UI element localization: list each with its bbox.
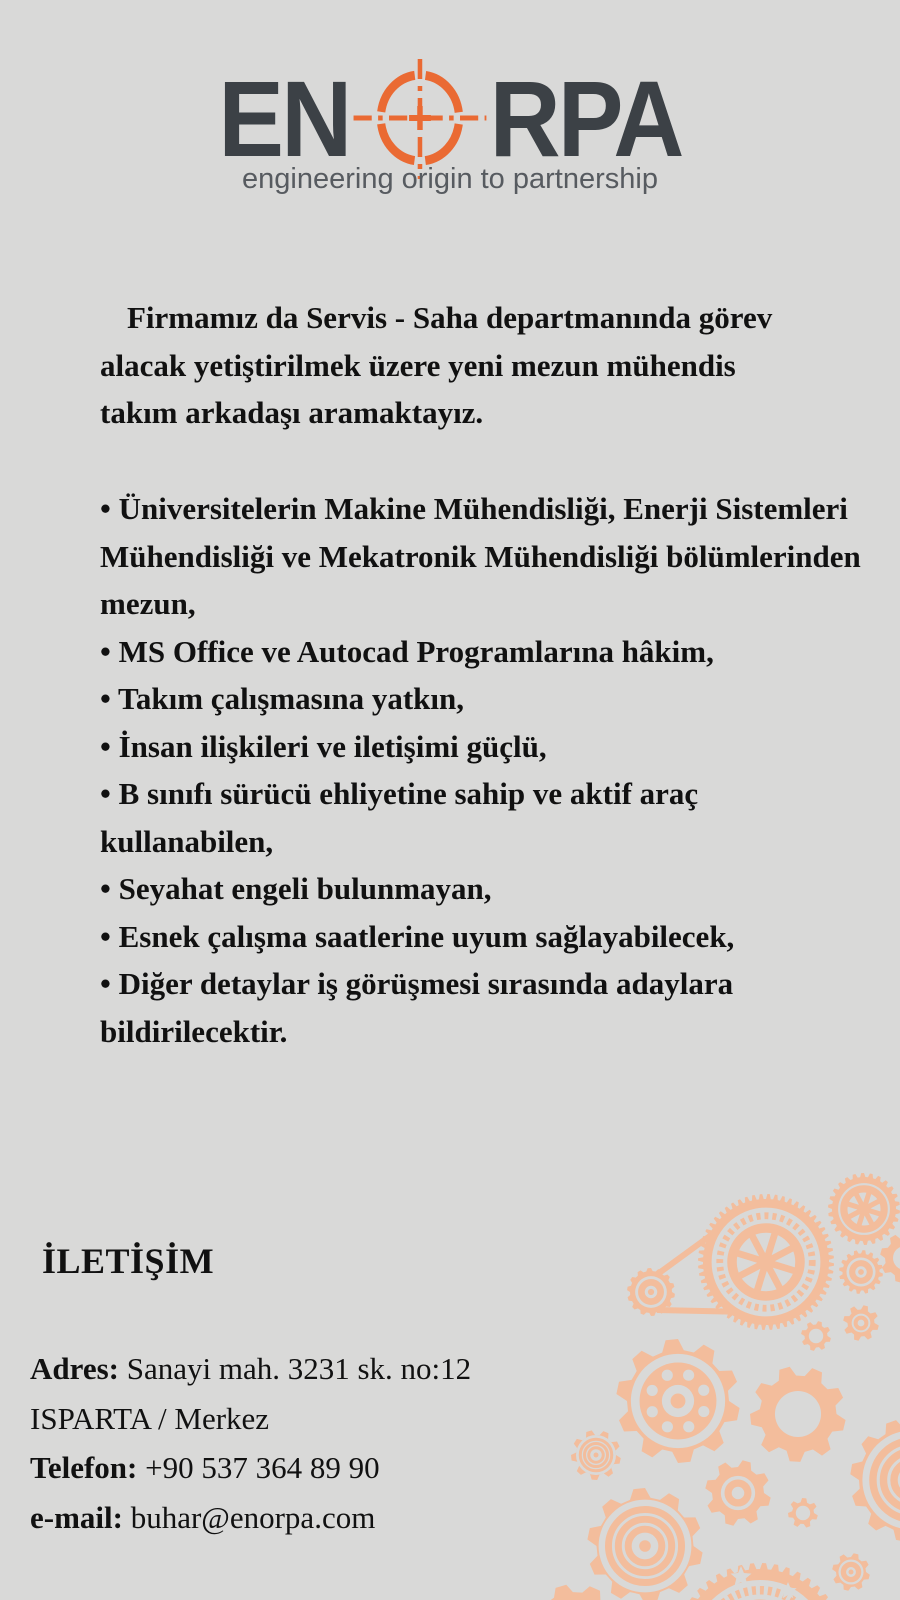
logo-tagline: engineering origin to partnership — [242, 163, 658, 195]
gear-icon — [828, 1173, 900, 1245]
bullet-marker: • — [100, 728, 119, 764]
contact-value: buhar@enorpa.com — [130, 1499, 376, 1535]
requirement-text: Üniversitelerin Makine Mühendisliği, Enerji Sistemleri Mühendisliği ve Mekatronik Mühendisliği bölümlerinden mezun, — [100, 491, 861, 621]
gear-icon — [587, 1488, 702, 1600]
contact-heading: İLETİŞİM — [42, 1241, 215, 1281]
requirements-list — [100, 485, 870, 1055]
bullet-marker: • — [100, 681, 119, 716]
intro-paragraph: Firmamız da Servis - Saha departmanında görev alacak yetiştirilmek üzere yeni mezun mühendis takım arkadaşı aramaktayız. — [100, 300, 773, 430]
requirement-text: Seyahat engeli bulunmayan, — [118, 871, 492, 906]
bullet-marker: • — [100, 918, 119, 954]
gear-icon — [850, 1418, 900, 1541]
requirement-item — [100, 628, 870, 676]
gear-icon — [616, 1339, 739, 1463]
contact-value: Sanayi mah. 3231 sk. no:12 — [126, 1351, 472, 1386]
gear-icon — [843, 1305, 879, 1341]
gear-icon — [571, 1430, 621, 1480]
requirement-item — [100, 960, 870, 1055]
requirement-item — [100, 485, 870, 628]
bullet-marker: • — [100, 871, 119, 906]
requirement-item — [100, 865, 870, 913]
gear-icon — [705, 1460, 770, 1525]
contact-label: e-mail: — [30, 1499, 123, 1535]
requirement-item — [100, 913, 870, 961]
gear-icon — [750, 1367, 846, 1462]
gear-icon — [675, 1563, 845, 1600]
requirement-item — [100, 723, 870, 771]
requirement-text: MS Office ve Autocad Programlarına hâkim, — [118, 633, 714, 669]
requirement-text: İnsan ilişkileri ve iletişimi güçlü, — [118, 728, 547, 764]
gear-icon — [880, 1233, 900, 1283]
requirement-item — [100, 675, 870, 723]
contact-label: Adres: — [30, 1351, 119, 1386]
gear-icon — [801, 1321, 831, 1351]
requirement-item — [100, 770, 870, 865]
contact-value: ISPARTA / Merkez — [30, 1400, 270, 1436]
logo-text-en: EN — [218, 58, 350, 179]
gear-icon — [832, 1553, 870, 1591]
requirement-text: B sınıfı sürücü ehliyetine sahip ve aktif araç kullanabilen, — [100, 776, 699, 859]
requirement-text: Takım çalışmasına yatkın, — [118, 681, 465, 716]
gear-icon — [839, 1250, 883, 1294]
contact-label: Telefon: — [30, 1450, 138, 1485]
bullet-marker: • — [100, 776, 119, 811]
requirement-text: Diğer detaylar iş görüşmesi sırasında adaylara bildirilecektir. — [100, 966, 734, 1049]
bullet-marker: • — [100, 491, 119, 526]
gears-decoration — [540, 1130, 900, 1600]
gear-icon — [788, 1498, 818, 1528]
bullet-marker: • — [100, 966, 119, 1001]
requirement-text: Esnek çalışma saatlerine uyum sağlayabilecek, — [118, 918, 735, 954]
bullet-marker: • — [100, 633, 119, 669]
contact-value: +90 537 364 89 90 — [145, 1450, 380, 1485]
logo-text-rpa: RPA — [489, 58, 682, 179]
